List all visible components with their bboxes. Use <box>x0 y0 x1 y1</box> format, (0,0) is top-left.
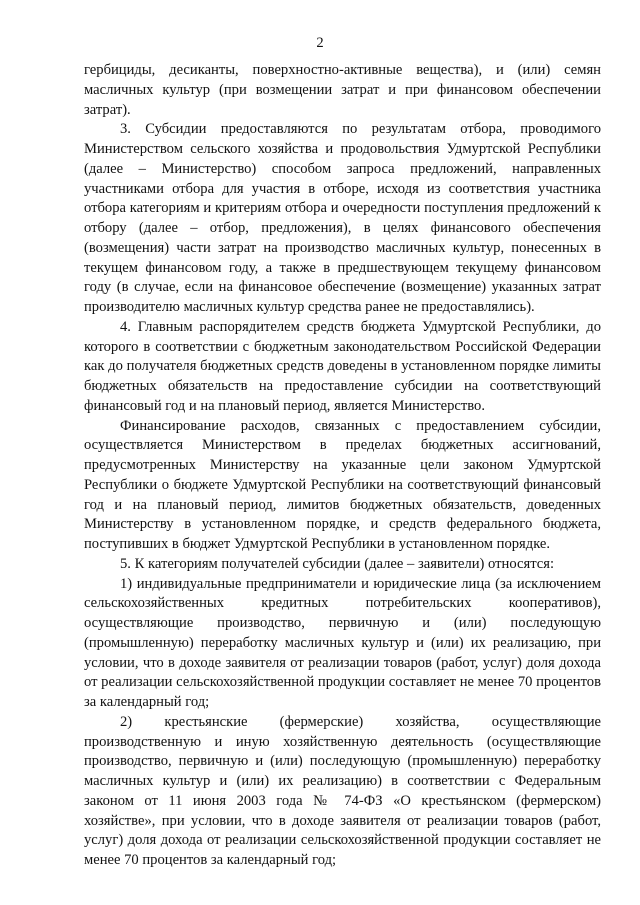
paragraph-item-5: 5. К категориям получателей субсидии (далее – заявители) относятся: <box>120 555 554 572</box>
page-number: 2 <box>316 35 324 51</box>
paragraph-financing: Финансирование расходов, связанных с предоставлением субсидии, осуществляется Министерством в пределах бюджетных ассигнований, предусмотренных Министерству на указанные цели законом Удмуртской Республики о бюджете Удмуртской Республики на соответствующий финансовый год и на плановый период, лимитов бюджетных обязательств, доведенных Министерству в установленном порядке, и средств федерального бюджета, поступивших в бюджет Удмуртской Республики в установленном порядке. <box>84 417 601 552</box>
list-item-2: 2) крестьянские (фермерские) хозяйства, осуществляющие производственную и иную хозяйственную деятельность (осуществляющие производство, первичную и (или) последующую (промышленную) переработку масличных культур и (или) их реализацию) в соответствии с Федеральным законом от 11 июня 2003 года № 74-ФЗ «О крестьянском (фермерском) хозяйстве», при условии, что в доходе заявителя от реализации товаров (работ, услуг) доля дохода от реализации сельскохозяйственной продукции составляет не менее 70 процентов за календарный год; <box>84 713 601 868</box>
list-item-1: 1) индивидуальные предприниматели и юридические лица (за исключением сельскохозяйственных кредитных потребительских кооперативов), осуществляющие производство, первичную и (или) последующую (промышленную) переработку масличных культур и (или) их реализацию, при условии, что в доходе заявителя от реализации товаров (работ, услуг) доля дохода от реализации сельскохозяйственной продукции составляет не менее 70 процентов за календарный год; <box>84 575 601 710</box>
document-body <box>84 61 601 871</box>
paragraph-continuation: гербициды, десиканты, поверхностно-активные вещества), и (или) семян масличных культур (при возмещении затрат и при финансовом обеспечении затрат). <box>84 62 601 118</box>
paragraph-item-4: 4. Главным распорядителем средств бюджета Удмуртской Республики, до которого в соответствии с бюджетным законодательством Российской Федерации как до получателя бюджетных средств доведены в установленном порядке лимиты бюджетных обязательств на предоставление субсидии на соответствующий финансовый год и на плановый период, является Министерство. <box>84 318 601 414</box>
paragraph-item-3: 3. Субсидии предоставляются по результатам отбора, проводимого Министерством сельского хозяйства и продовольствия Удмуртской Республики (далее – Министерство) способом запроса предложений, направленных участниками отбора для участия в отборе, исходя из соответствия участника отбора категориям и критериям отбора и очередности поступления предложений к отбору (далее – отбор, предложения), в целях финансового обеспечения (возмещения) части затрат на производство масличных культур, понесенных в текущем финансовом году, а также в предшествующем текущему финансовом году (в случае, если на финансовое обеспечение (возмещение) указанных затрат производителю масличных культур средства ранее не предоставлялись). <box>84 121 601 315</box>
